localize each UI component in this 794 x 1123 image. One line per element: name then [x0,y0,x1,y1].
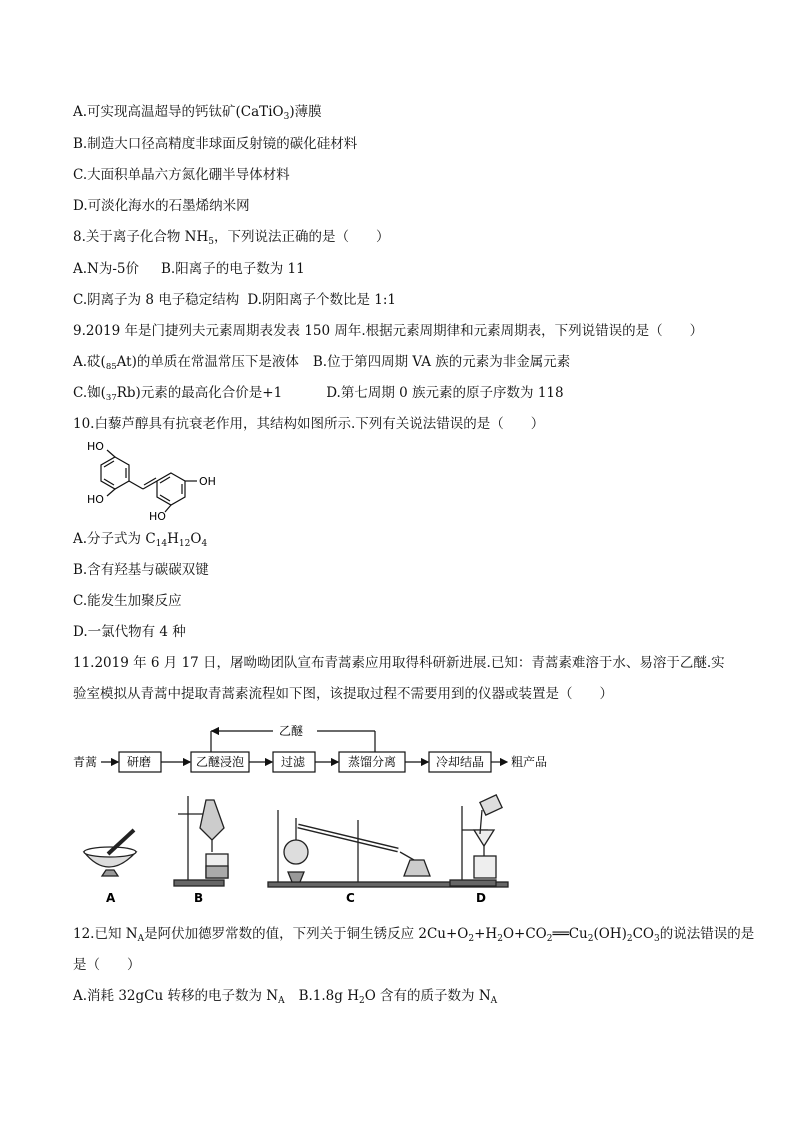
oh-label-3: OH [199,475,216,488]
flow-step-crystallize: 冷却结晶 [436,755,485,769]
extraction-flowchart [73,718,548,778]
q7-option-a: A.可实现高温超导的钙钛矿(CaTiO$_3$)薄膜 [73,104,322,122]
apparatus-label-d: D [476,891,486,905]
flow-step-grind: 研磨 [127,755,152,769]
flow-recycle-label: 乙醚 [279,724,304,738]
mortar-pestle-icon [84,830,136,876]
q8-options-cd [73,291,396,309]
flow-step-soak: 乙醚浸泡 [196,755,245,769]
q12-stem-line1: 12.已知 $N_A$是阿伏加德罗常数的值，下列关于铜生锈反应 $2Cu+O_2+H_2O+CO_2══Cu_2(OH)_2CO_3$的说法错误的是 [73,926,755,944]
q9-option-a: A.砹$(_{85}At)$的单质在常温常压下是液体 [73,354,299,372]
q12-option-a: A.消耗 32gCu 转移的电子数为 $N_A$ [73,988,285,1006]
flow-end: 粗产品 [511,755,548,769]
apparatus-label-c: C [346,891,355,905]
apparatus-label-a: A [106,891,116,905]
q9-stem: 9.2019 年是门捷列夫元素周期表发表 150 周年.根据元素周期律和元素周期表，下列说错误的是（ ） [73,323,704,339]
q7-option-c: C.大面积单晶六方氮化硼半导体材料 [73,167,290,183]
q10-option-b: B.含有羟基与碳碳双键 [73,562,209,578]
q10-option-c: C.能发生加聚反应 [73,593,182,609]
q7-option-d: D.可淡化海水的石墨烯纳米网 [73,198,250,214]
oh-label-1: HO [87,440,104,453]
q10-option-d: D.一氯代物有 4 种 [73,624,186,640]
filtration-apparatus-icon [450,795,502,886]
q9-option-d: D.第七周期 0 族元素的原子序数为 118 [326,385,564,401]
flow-start: 青蒿 [73,755,98,769]
flow-step-distill: 蒸馏分离 [348,755,397,769]
q8-option-d: D.阴阳离子个数比是 1:1 [247,292,396,308]
q9-option-b: B.位于第四周期 VA 族的元素为非金属元素 [312,354,571,370]
q10-option-a: A.分子式为 $C_{14}H_{12}O_4$ [73,531,208,549]
q7-option-b: B.制造大口径高精度非球面反射镜的碳化硅材料 [73,136,358,152]
flow-step-filter: 过滤 [281,755,306,769]
resveratrol-structure [73,440,233,522]
q9-options-cd [73,384,564,407]
q8-option-c: C.阴离子为 8 电子稳定结构 [73,292,240,308]
q11-stem-line1: 11.2019 年 6 月 17 日，屠呦呦团队宣布青蒿素应用取得科研新进展.已知：青蒿素难溶于水、易溶于乙醚.实 [73,655,725,671]
q10-stem: 10.白藜芦醇具有抗衰老作用，其结构如图所示.下列有关说法错误的是（ ） [73,416,545,432]
distillation-apparatus-icon [268,810,508,887]
apparatus-label-b: B [194,891,204,905]
q8-option-b: B.阳离子的电子数为 11 [161,261,305,277]
q9-option-c: C.铷$(_{37}Rb)$元素的最高化合价是+1 [73,385,283,403]
oh-label-2: HO [87,493,104,506]
q8-option-a: A.N为-5价 [73,261,140,277]
q8-stem: 8.关于离子化合物 $NH_5$，下列说法正确的是（ ） [73,229,390,247]
q8-options-ab [73,260,305,278]
q12-option-b: B.1.8g $H_2O$ 含有的质子数为 $N_A$ [298,988,498,1006]
separatory-funnel-icon [174,796,228,886]
q11-stem-line2: 验室模拟从青蒿中提取青蒿素流程如下图，该提取过程不需要用到的仪器或装置是（ ） [73,686,613,702]
oh-label-4: HO [149,510,166,523]
q12-stem-line2: 是（ ） [73,957,141,973]
q9-options-ab [73,353,570,376]
q12-options-ab [73,987,497,1010]
apparatus-figure [78,790,528,908]
